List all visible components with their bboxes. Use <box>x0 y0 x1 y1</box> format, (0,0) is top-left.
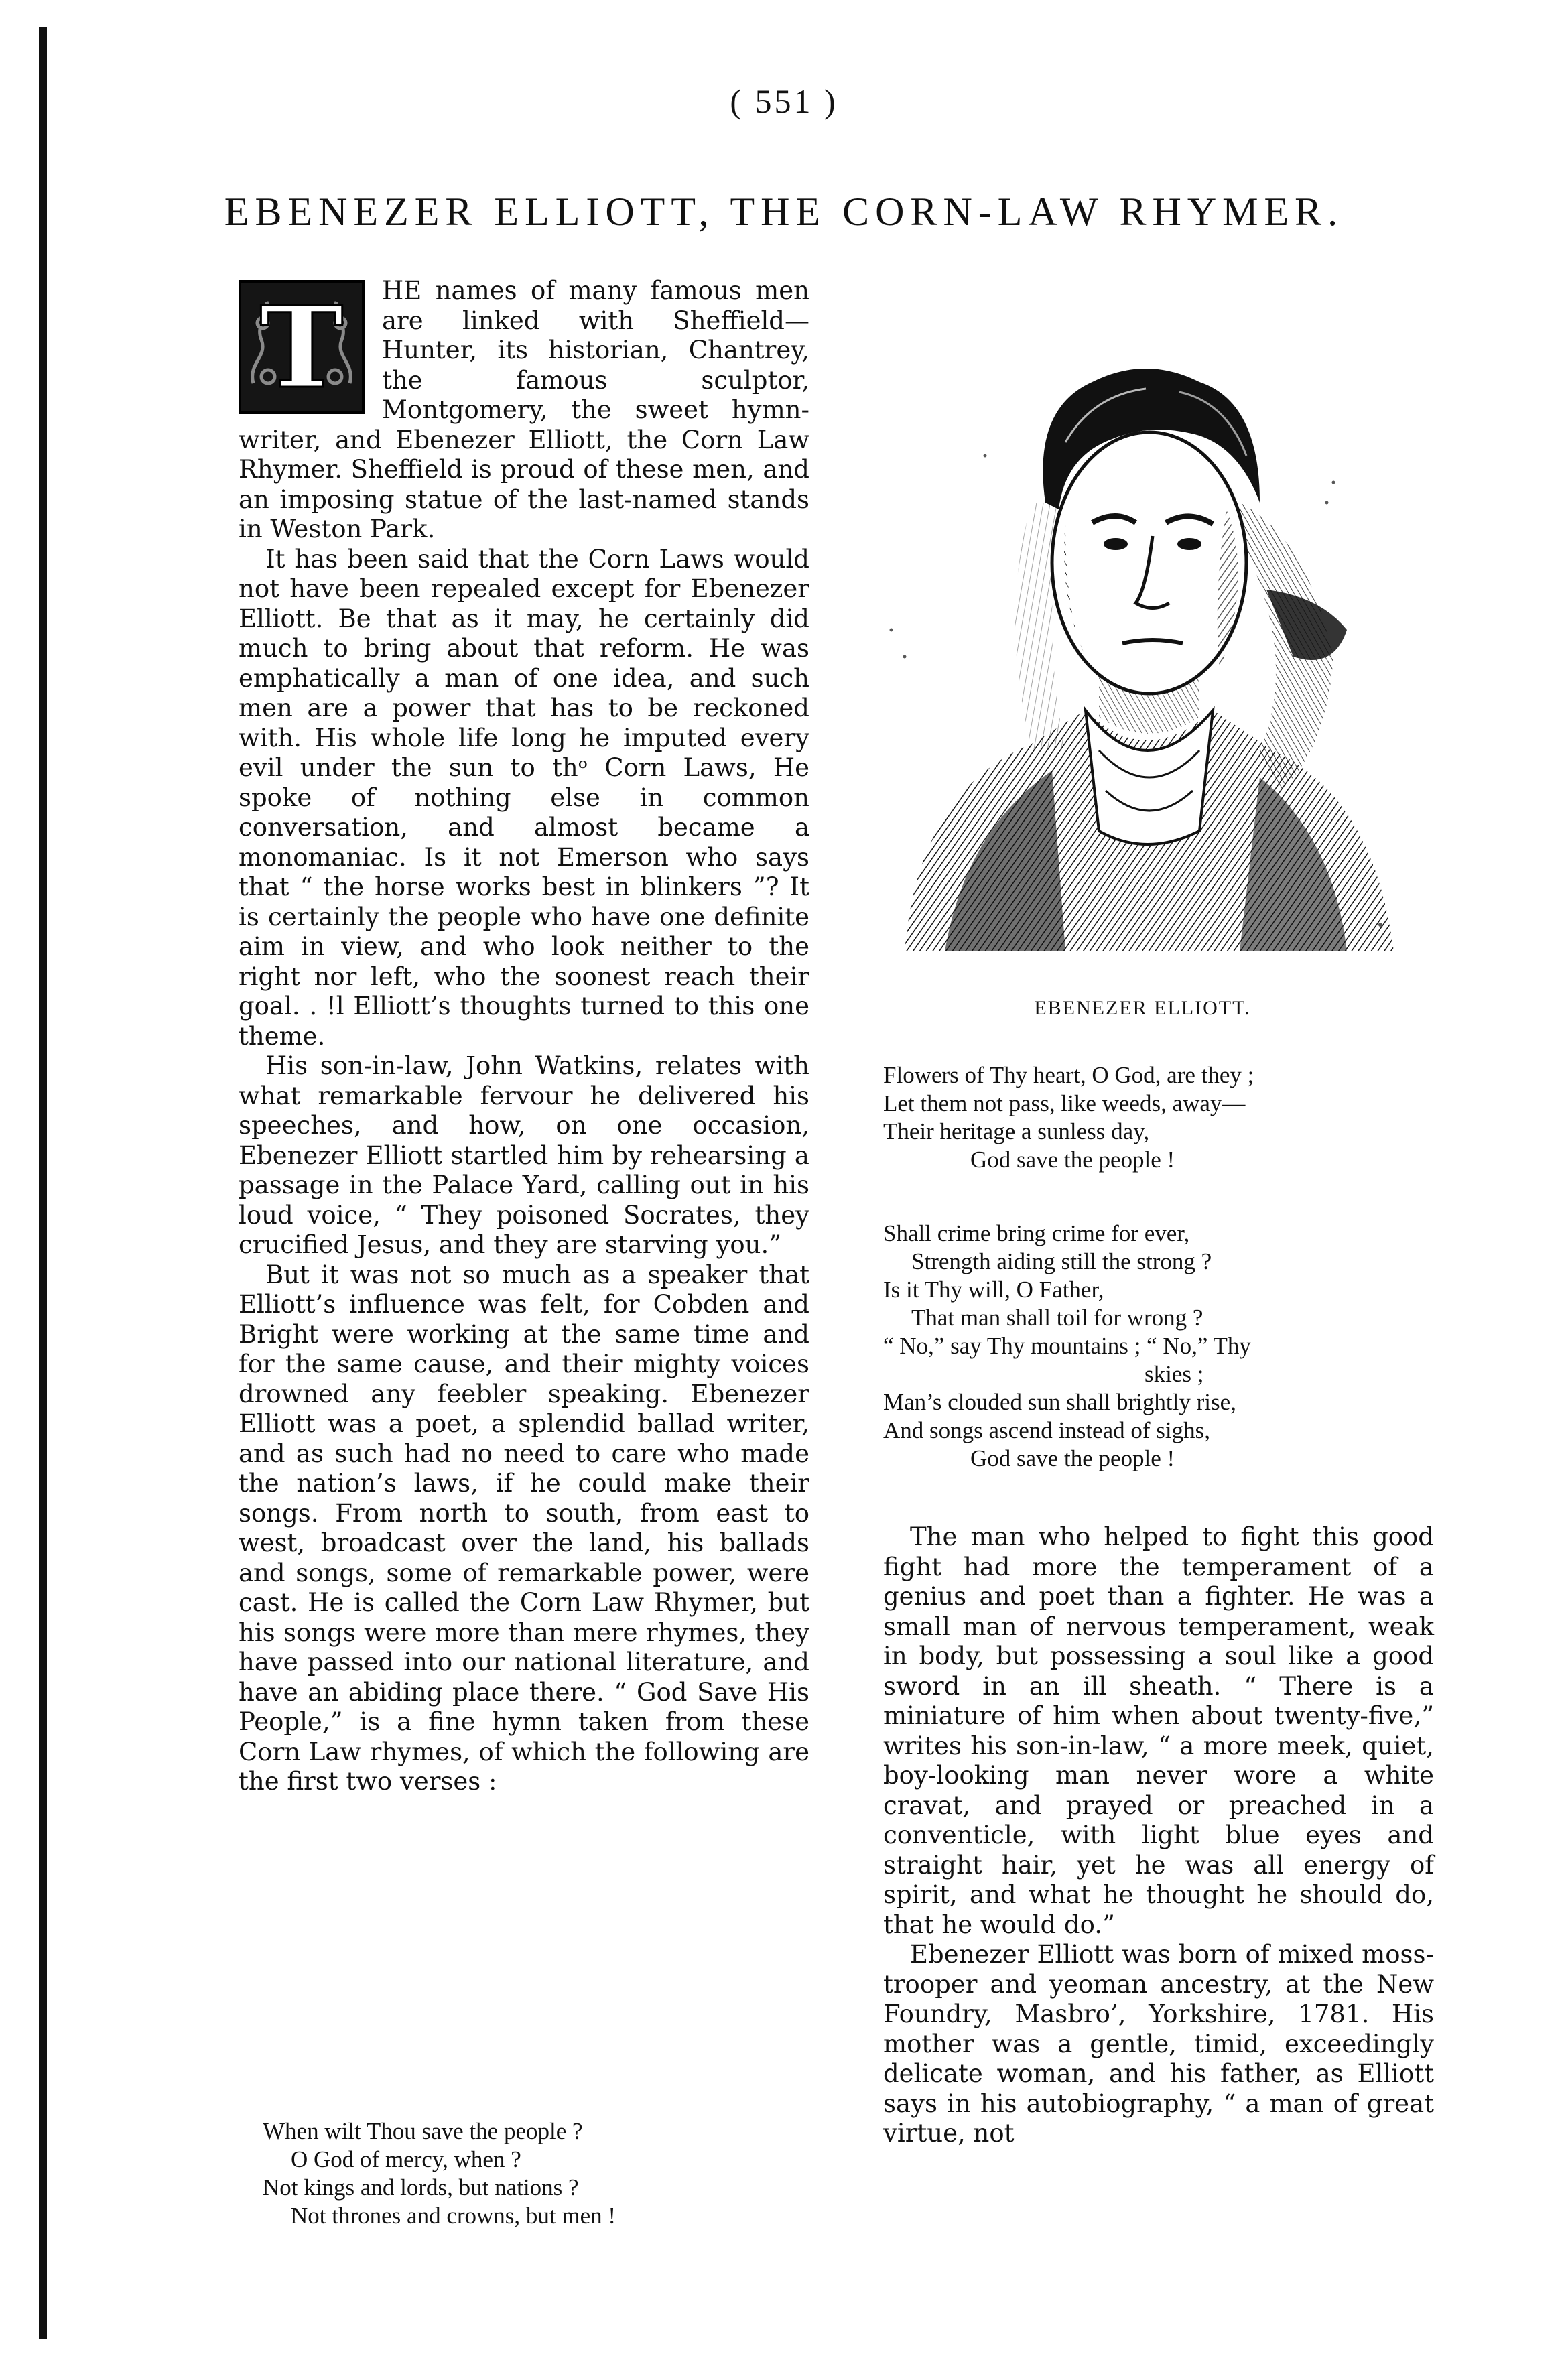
paragraph-5: The man who helped to fight this good fight had more the temperament of a genius and poet than a fighter. He was a small man of nervous temperament, weak in body, but possessing a soul like a good sword in an ill sheath. “ There is a miniature of him when about twenty-five,” writes his son-in-law, “ a more meek, quiet, boy-looking man never wore a white cravat, and prayed or preached in a conventicle, with light blue eyes and straight hair, yet he was all energy of spirit, and what he thought he should do, that he would do.” <box>883 1522 1434 1939</box>
paragraph-4: But it was not so much as a speaker that Elliott’s influence was felt, for Cobden and Bright were working at the same time and for the same cause, and their mighty voices drowned any feebler speaking. Ebenezer Elliott was a poet, a splendid ballad writer, and as such had no need to care who made the nation’s laws, if he could make their songs. From north to south, from east to west, broadcast over the land, his ballads and songs, some of remarkable power, were cast. He is called the Corn Law Rhymer, but his songs were more than mere rhymes, they have passed into our national literature, and have an abiding place there. “ God Save His People,” is a fine hymn taken from these Corn Law rhymes, of which the following are the first two verses : <box>239 1260 809 1796</box>
portrait-caption: EBENEZER ELLIOTT. <box>1034 997 1251 1019</box>
hymn-verse-left <box>263 2117 812 2230</box>
dropcap-ornament <box>239 280 365 414</box>
poem-line: Flowers of Thy heart, O God, are they ; <box>883 1062 1254 1088</box>
poem-line: And songs ascend instead of sighs, <box>883 1417 1211 1443</box>
left-column <box>239 276 809 1797</box>
poem-line: O God of mercy, when ? <box>291 2146 521 2172</box>
poem-line: God save the people ! <box>970 1146 1175 1173</box>
article-title: EBENEZER ELLIOTT, THE CORN-LAW RHYMER. <box>224 190 1344 234</box>
hymn-verse-right-2 <box>883 1220 1434 1473</box>
binding-rule <box>39 27 47 2339</box>
portrait-engraving <box>864 281 1421 958</box>
poem-line: skies ; <box>1145 1361 1204 1387</box>
poem-line: When wilt Thou save the people ? <box>263 2118 583 2144</box>
paragraph-6: Ebenezer Elliott was born of mixed moss-trooper and yeoman ancestry, at the New Foundry, Masbro’, Yorkshire, 1781. His mother was a gentle, timid, exceedingly delicate woman, and his father, as Elliott says in his autobiography, “ a man of great virtue, not <box>883 1940 1434 2148</box>
paragraph-1-text: HE names of many famous men are linked with Sheffield—Hunter, its historian, Chantrey, the famous sculptor, Montgomery, the sweet hymn-writer, and Ebenezer Elliott, the Corn Law Rhymer. Sheffield is proud of these men, and an imposing statue of the last-named stands in Weston Park. <box>239 276 809 543</box>
paragraph-2: It has been said that the Corn Laws would not have been repealed except for Ebenezer Elliott. Be that as it may, he certainly did much to bring about that reform. He was emphatically a man of one idea, and such men are a power that has to be reckoned with. His whole life long he imputed every evil under the sun to thᵒ Corn Laws, He spoke of nothing else in common conversation, and almost became a monomaniac. Is it not Emerson who says that “ the horse works best in blinkers ”? It is certainly the people who have one definite aim in view, and who look neither to the right nor left, who the soonest reach their goal. . !l Elliott’s thoughts turned to this one theme. <box>239 544 809 1051</box>
poem-line: Is it Thy will, O Father, <box>883 1276 1104 1303</box>
poem-line: That man shall toil for wrong ? <box>911 1305 1203 1331</box>
hymn-verse-right-1 <box>883 1061 1434 1174</box>
right-column <box>883 1522 1434 2149</box>
poem-line: Let them not pass, like weeds, away— <box>883 1090 1246 1116</box>
paragraph-3: His son-in-law, John Watkins, relates with what remarkable fervour he delivered his speeches, and how, on one occasion, Ebenezer Elliott startled him by rehearsing a passage in the Palace Yard, calling out in his loud voice, “ They poisoned Socrates, they crucified Jesus, and they are starving you.” <box>239 1051 809 1259</box>
poem-line: Shall crime bring crime for ever, <box>883 1220 1190 1246</box>
page-number: ( 551 ) <box>730 82 838 120</box>
poem-line: Strength aiding still the strong ? <box>911 1248 1212 1274</box>
dropcap-letter: T <box>259 281 344 413</box>
poem-line: “ No,” say Thy mountains ; “ No,” Thy <box>883 1333 1251 1359</box>
poem-line: Not thrones and crowns, but men ! <box>291 2203 616 2229</box>
poem-line: Man’s clouded sun shall brightly rise, <box>883 1389 1236 1415</box>
poem-line: God save the people ! <box>970 1445 1175 1471</box>
poem-line: Their heritage a sunless day, <box>883 1118 1150 1144</box>
paragraph-1 <box>239 276 809 545</box>
poem-line: Not kings and lords, but nations ? <box>263 2174 579 2201</box>
